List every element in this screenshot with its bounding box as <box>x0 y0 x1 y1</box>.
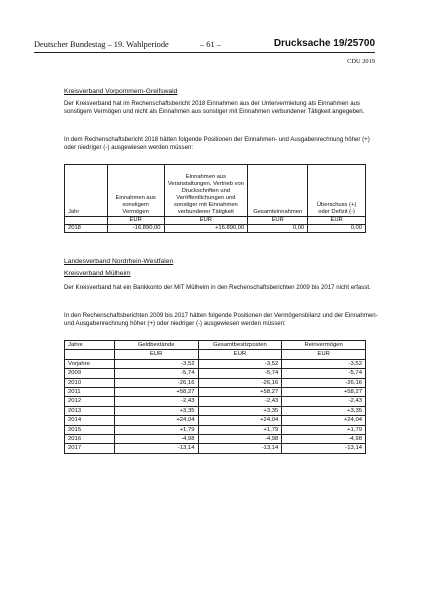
unit-cell <box>65 217 108 225</box>
section-heading-vorpommern: Kreisverband Vorpommern-Greifswald <box>64 88 178 95</box>
column-header: Einnahmen aus sonstigem Vermögen <box>107 165 164 217</box>
year-cell: 2014 <box>65 416 115 425</box>
column-header: Reinvermögen <box>282 341 366 350</box>
year-cell: 2017 <box>65 444 115 453</box>
unit-cell: EUR <box>107 217 164 225</box>
section2-paragraph-1: Der Kreisverband hat ein Bankkonto der MIT Mülheim in den Rechenschaftsberichten 2009 bis 2017 nicht erfasst. <box>64 284 371 291</box>
table-header-row <box>65 165 366 217</box>
table-row <box>65 444 366 453</box>
table-vorpommern <box>64 164 366 233</box>
header-divider <box>34 52 375 53</box>
value-cell: -2,43 <box>114 397 198 406</box>
table-row <box>65 378 366 387</box>
table-row <box>65 388 366 397</box>
table-row <box>65 359 366 368</box>
column-header: Überschuss (+) oder Defizit (-) <box>308 165 366 217</box>
year-cell: 2009 <box>65 369 115 378</box>
section1-paragraph-1: Der Kreisverband hat im Rechenschaftsbericht 2018 Einnahmen aus der Untervermietung als Einnahmen aus sonstigem Vermögen und nicht als Einnahmen aus sonstiger mit Einnahmen verbundener Tätigkeit angegeben. <box>64 100 365 116</box>
value-cell: +1,79 <box>282 425 366 434</box>
value-cell: +3,35 <box>114 406 198 415</box>
value-cell: +3,35 <box>198 406 282 415</box>
value-cell: -13,14 <box>198 444 282 453</box>
section2-paragraph-2: In den Rechenschaftsberichten 2009 bis 2017 hätten folgende Positionen der Vermögensbilanz und der Einnahmen- und Ausgabenrechnung höher (+) oder niedriger (-) ausgewiesen werden müssen: <box>64 312 378 328</box>
table-unit-row <box>65 217 366 225</box>
value-cell: +24,04 <box>198 416 282 425</box>
page-number: – 61 – <box>200 40 221 49</box>
value-cell: +24,04 <box>282 416 366 425</box>
value-cell: -2,43 <box>282 397 366 406</box>
section1-paragraph-2: In dem Rechenschaftsbericht 2018 hätten folgende Positionen der Einnahmen- und Ausgabenrechnung höher (+) oder niedriger (-) ausgewiesen werden müssen: <box>64 136 370 152</box>
value-cell: +58,27 <box>198 388 282 397</box>
table-row <box>65 416 366 425</box>
value-cell: +1,79 <box>114 425 198 434</box>
table-row <box>65 369 366 378</box>
column-header: Geldbestände <box>114 341 198 350</box>
table-header-row <box>65 341 366 350</box>
party-code: CDU 2019 <box>347 58 375 65</box>
table-row <box>65 225 366 233</box>
year-cell: 2015 <box>65 425 115 434</box>
value-cell: -3,52 <box>198 359 282 368</box>
value-cell: 0,00 <box>308 225 366 233</box>
value-cell: -5,74 <box>198 369 282 378</box>
unit-cell: EUR <box>308 217 366 225</box>
unit-cell: EUR <box>198 350 282 359</box>
table-row <box>65 425 366 434</box>
value-cell: -3,52 <box>282 359 366 368</box>
unit-cell: EUR <box>248 217 308 225</box>
value-cell: -3,52 <box>114 359 198 368</box>
value-cell: -26,16 <box>114 378 198 387</box>
value-cell: -4,98 <box>114 435 198 444</box>
value-cell: -13,14 <box>282 444 366 453</box>
year-cell: 2012 <box>65 397 115 406</box>
value-cell: -5,74 <box>114 369 198 378</box>
value-cell: -26,16 <box>282 378 366 387</box>
year-cell: Vorjahre <box>65 359 115 368</box>
year-cell: 2010 <box>65 378 115 387</box>
table-muelheim <box>64 340 366 454</box>
value-cell: -16.890,00 <box>107 225 164 233</box>
value-cell: -13,14 <box>114 444 198 453</box>
value-cell: +1,79 <box>198 425 282 434</box>
value-cell: +24,04 <box>114 416 198 425</box>
unit-cell: EUR <box>114 350 198 359</box>
value-cell: -4,98 <box>198 435 282 444</box>
column-header: Einnahmen aus Veranstaltungen, Vertrieb von Druckschriften und Veröffentlichungen und sonstiger mit Einnahmen verbundener Tätigkeit <box>164 165 248 217</box>
unit-cell <box>65 350 115 359</box>
subsection-heading-muelheim: Kreisverband Mülheim <box>64 270 131 277</box>
unit-cell: EUR <box>282 350 366 359</box>
document-number: Drucksache 19/25700 <box>273 38 375 49</box>
year-cell: 2013 <box>65 406 115 415</box>
year-cell: 2018 <box>65 225 108 233</box>
year-cell: 2011 <box>65 388 115 397</box>
header-left-text: Deutscher Bundestag – 19. Wahlperiode <box>34 40 169 49</box>
table-unit-row <box>65 350 366 359</box>
value-cell: -4,98 <box>282 435 366 444</box>
year-cell: 2016 <box>65 435 115 444</box>
value-cell: -2,43 <box>198 397 282 406</box>
column-header: Gesamteinnahmen <box>248 165 308 217</box>
column-header: Gesamtbesitzposten <box>198 341 282 350</box>
value-cell: -26,16 <box>198 378 282 387</box>
table-row <box>65 397 366 406</box>
value-cell: +3,35 <box>282 406 366 415</box>
table-row <box>65 435 366 444</box>
value-cell: +16.890,00 <box>164 225 248 233</box>
value-cell: +58,27 <box>282 388 366 397</box>
section-heading-nrw: Landesverband Nordrhein-Westfalen <box>64 258 174 265</box>
column-header: Jahr <box>65 165 108 217</box>
value-cell: +58,27 <box>114 388 198 397</box>
table-row <box>65 406 366 415</box>
unit-cell: EUR <box>164 217 248 225</box>
value-cell: -5,74 <box>282 369 366 378</box>
column-header: Jahre <box>65 341 115 350</box>
value-cell: 0,00 <box>248 225 308 233</box>
